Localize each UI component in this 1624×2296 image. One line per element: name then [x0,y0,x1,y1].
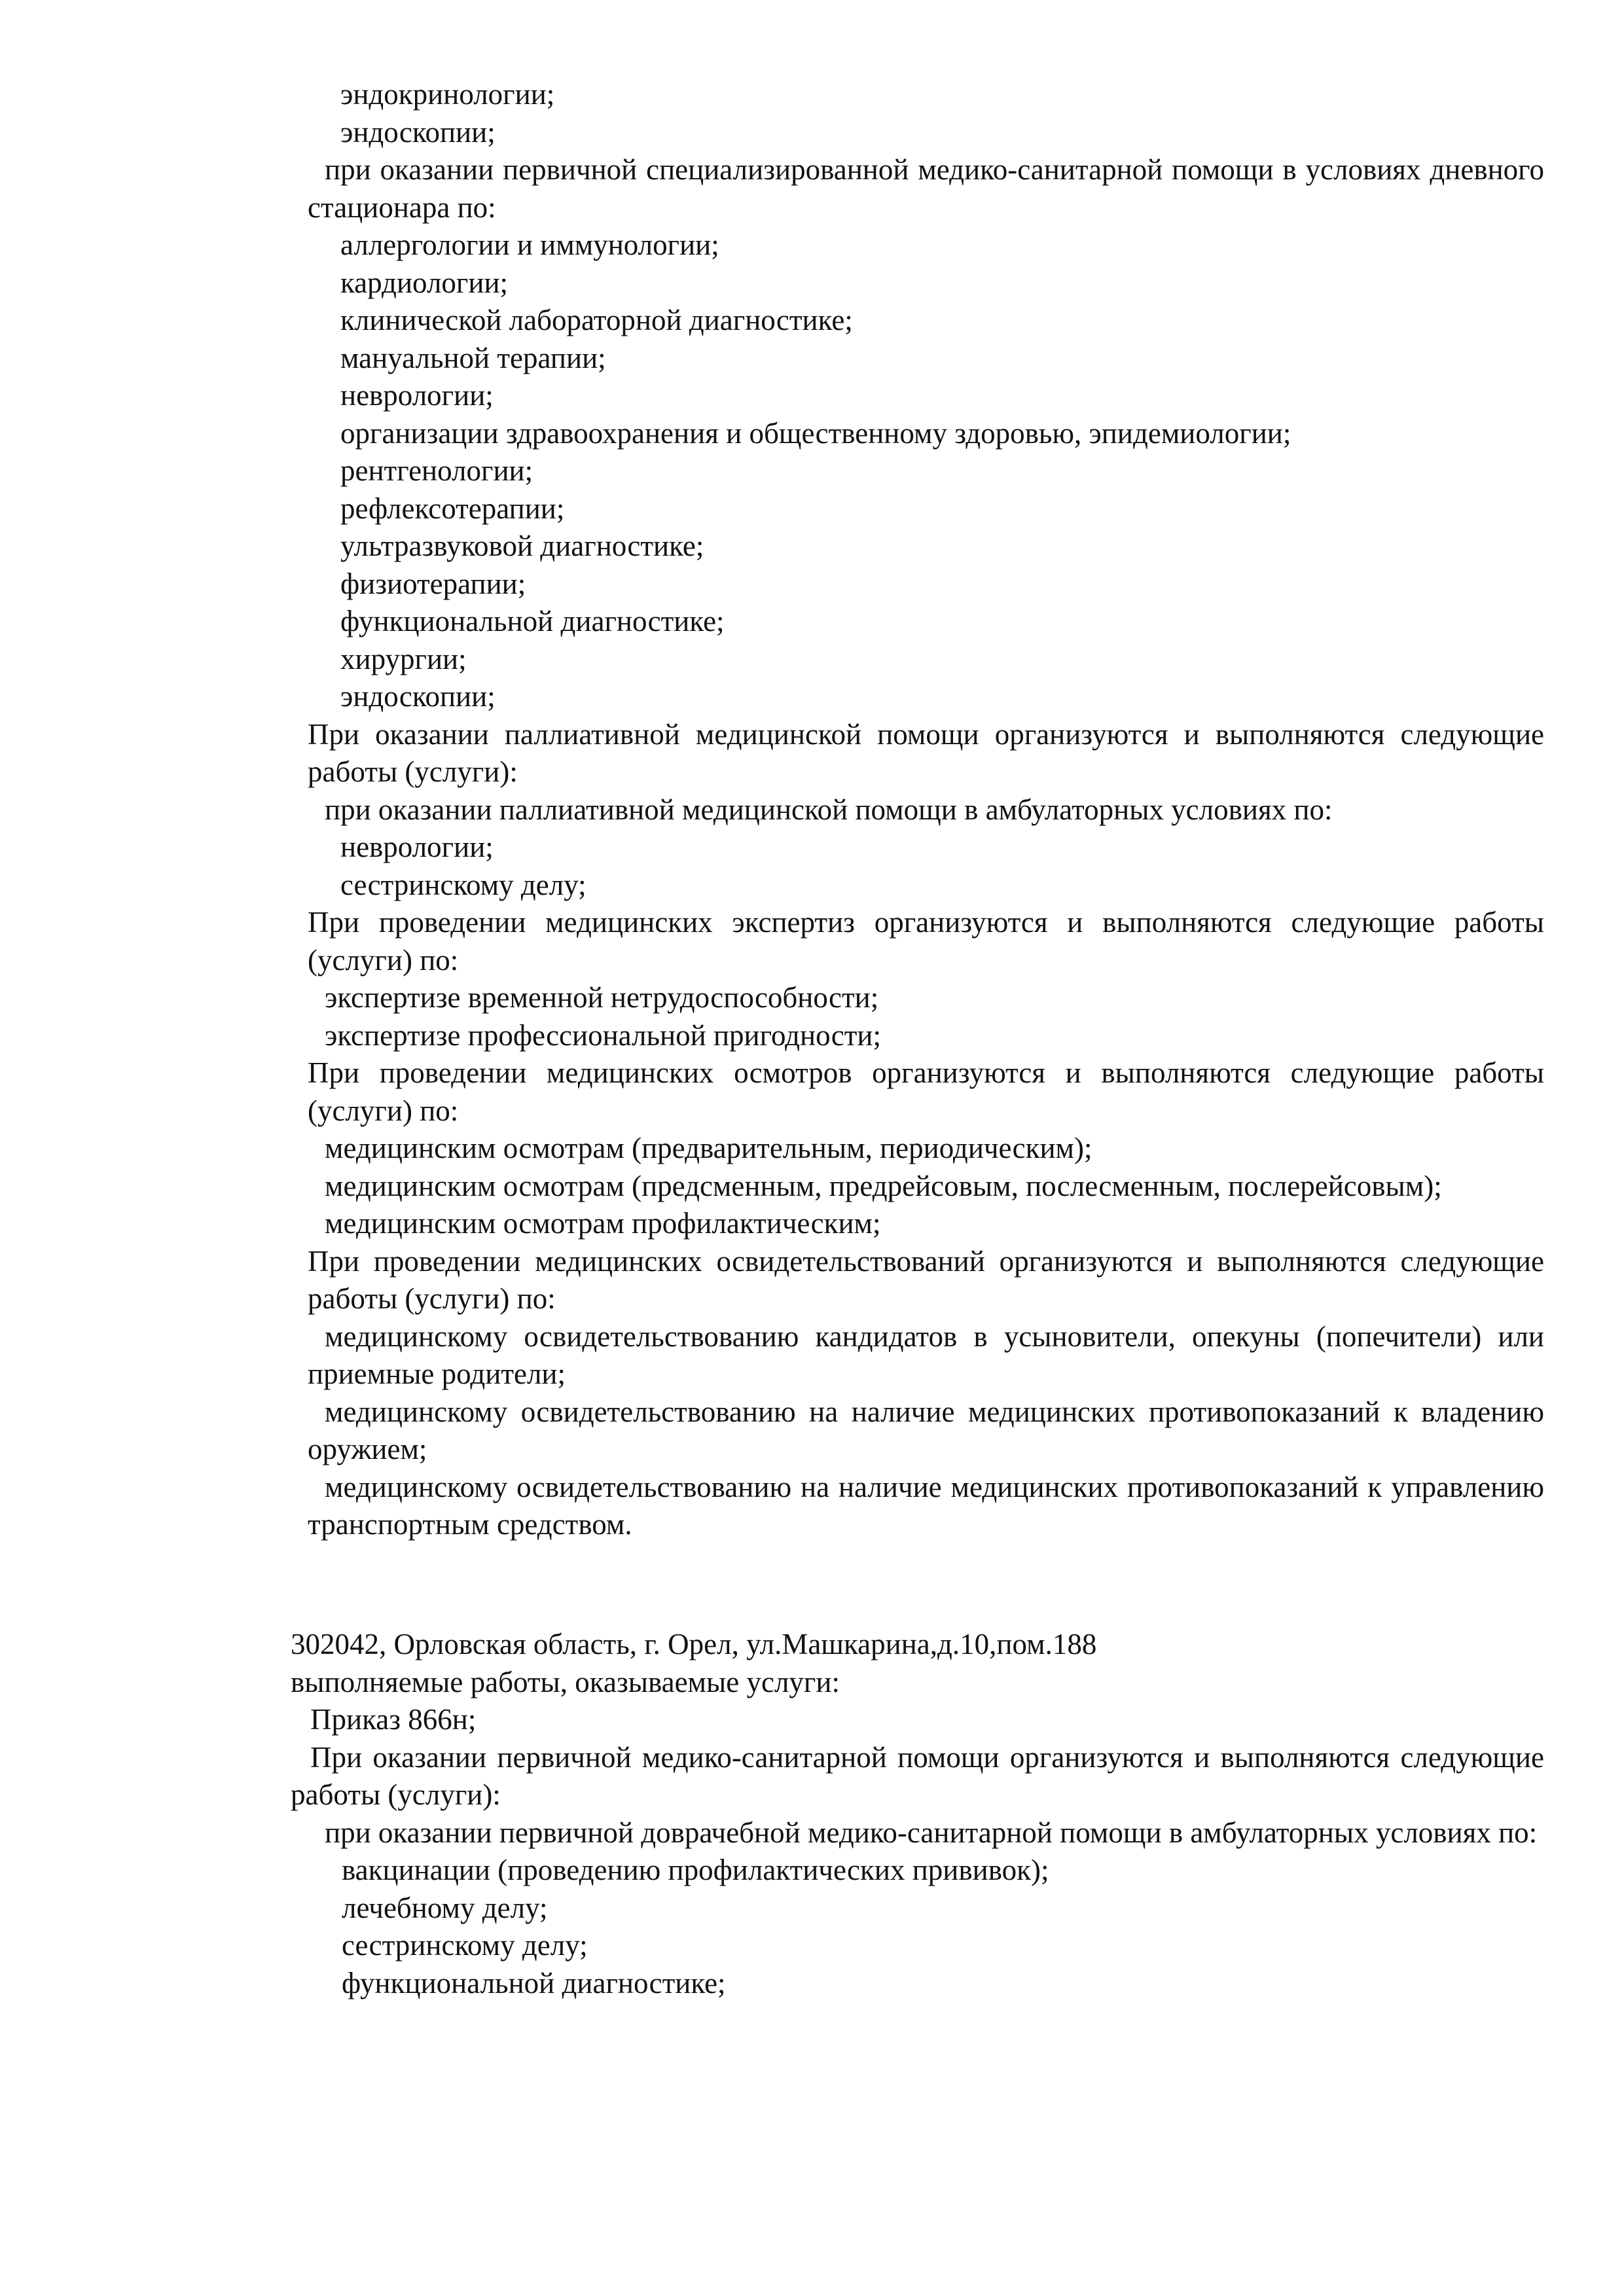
list-item: эндокринологии; [340,78,555,111]
list-item: медицинскому освидетельствованию кандидатов в усыновители, опекуны (попечители) или приемные родители; [308,1319,1544,1390]
list-item: вакцинации (проведению профилактических прививок); [342,1854,1049,1886]
list-item: экспертизе временной нетрудоспособности; [325,981,879,1014]
list-item: медицинскому освидетельствованию на наличие медицинских противопоказаний к управлению транспортным средством. [308,1470,1544,1541]
list-item: физиотерапии; [340,567,526,600]
list-item: экспертизе профессиональной пригодности; [325,1018,881,1052]
section-heading: При оказании паллиативной медицинской помощи организуются и выполняются следующие работы (услуги): [308,717,1544,788]
list-item: сестринскому делу; [340,868,586,901]
subsection-heading: при оказании паллиативной медицинской помощи в амбулаторных условиях по: [325,793,1333,826]
address-line: 302042, Орловская область, г. Орел, ул.Машкарина,д.10,пом.188 [291,1628,1097,1660]
list-item: медицинскому освидетельствованию на наличие медицинских противопоказаний к владению оружием; [308,1395,1544,1465]
subsection-heading: при оказании первичной специализированной медико-санитарной помощи в условиях дневного стационара по: [308,153,1544,224]
section-heading: При оказании первичной медико-санитарной помощи организуются и выполняются следующие работы (услуги): [291,1740,1544,1811]
subsection-heading: при оказании первичной доврачебной медико-санитарной помощи в амбулаторных условиях по: [325,1816,1538,1849]
list-item: кардиологии; [340,266,509,299]
list-item: неврологии; [340,379,494,412]
list-item: мануальной терапии; [340,341,606,374]
list-item: клинической лабораторной диагностике; [340,304,853,336]
order-reference: Приказ 866н; [310,1703,477,1736]
list-item: ультразвуковой диагностике; [340,529,704,562]
list-item: аллергологии и иммунологии; [340,228,719,261]
list-item: рентгенологии; [340,454,533,487]
list-item: функциональной диагностике; [340,605,725,637]
list-item: неврологии; [340,831,494,863]
services-heading: выполняемые работы, оказываемые услуги: [291,1665,840,1698]
list-item: хирургии; [340,642,467,675]
list-item: эндоскопии; [340,115,496,149]
section-heading: При проведении медицинских осмотров организуются и выполняются следующие работы (услуги) по: [308,1056,1544,1127]
list-item: медицинским осмотрам (предварительным, периодическим); [325,1132,1092,1164]
address-section [291,1626,1544,2002]
list-item: медицинским осмотрам (предсменным, предрейсовым, послесменным, послерейсовым); [325,1169,1442,1202]
list-item: сестринскому делу; [342,1929,588,1962]
list-item: лечебному делу; [342,1891,548,1924]
license-services-list [308,76,1544,1544]
list-item: эндоскопии; [340,680,496,713]
list-item: медицинским осмотрам профилактическим; [325,1207,881,1240]
section-heading: При проведении медицинских экспертиз организуются и выполняются следующие работы (услуги) по: [308,906,1544,977]
list-item: рефлексотерапии; [340,492,565,525]
section-heading: При проведении медицинских освидетельствований организуются и выполняются следующие работы (услуги) по: [308,1244,1544,1315]
list-item: организации здравоохранения и общественному здоровью, эпидемиологии; [340,416,1291,450]
list-item: функциональной диагностике; [342,1966,726,2000]
